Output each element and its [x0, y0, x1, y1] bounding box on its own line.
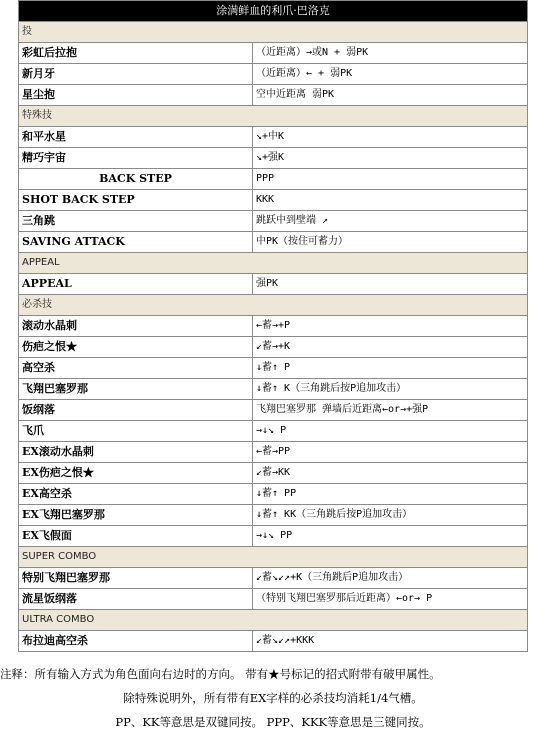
- move-input: PPP: [253, 169, 528, 190]
- character-title: 涂满鲜血的利爪·巴洛克: [19, 1, 528, 22]
- move-table: [18, 0, 528, 652]
- title-row: [19, 1, 528, 22]
- move-input: ↙蓄↘↙↗+KKK: [253, 631, 528, 652]
- section-header-row: [19, 106, 528, 127]
- notes: [0, 662, 546, 734]
- move-row: [19, 442, 528, 463]
- move-row: [19, 316, 528, 337]
- move-input: ↓蓄↑ KK（三角跳后按P追加攻击）: [253, 505, 528, 526]
- move-name: 特别飞翔巴塞罗那: [19, 568, 253, 589]
- move-row: [19, 43, 528, 64]
- move-name: EX高空杀: [19, 484, 253, 505]
- move-input: ↙蓄→KK: [253, 463, 528, 484]
- move-input: 飞翔巴塞罗那 弹墙后近距离←or→+强P: [253, 400, 528, 421]
- move-row: [19, 484, 528, 505]
- section-label: 特殊技: [19, 106, 528, 127]
- move-name: EX伤疤之恨★: [19, 463, 253, 484]
- move-row: [19, 85, 528, 106]
- move-input: 空中近距离 弱PK: [253, 85, 528, 106]
- note-line: 除特殊说明外，所有带有EX字样的必杀技均消耗1/4气槽。: [123, 691, 423, 705]
- move-input: 跳跃中到壁端 ↗: [253, 211, 528, 232]
- move-row: [19, 358, 528, 379]
- move-row: [19, 631, 528, 652]
- move-row: [19, 190, 528, 211]
- move-name: SHOT BACK STEP: [19, 190, 253, 211]
- move-name: 彩虹后拉抱: [19, 43, 253, 64]
- section-label: ULTRA COMBO: [19, 610, 528, 631]
- move-input: ↓蓄↑ K（三角跳后按P追加攻击）: [253, 379, 528, 400]
- section-header-row: [19, 22, 528, 43]
- move-name: 新月牙: [19, 64, 253, 85]
- move-input: ↙蓄↘↙↗+K（三角跳后P追加攻击）: [253, 568, 528, 589]
- move-name: BACK STEP: [19, 169, 253, 190]
- move-input: ↘+强K: [253, 148, 528, 169]
- move-table-body: [19, 1, 528, 652]
- move-row: [19, 400, 528, 421]
- move-input: ←蓄→PP: [253, 442, 528, 463]
- move-row: [19, 274, 528, 295]
- move-name: 滚动水晶刺: [19, 316, 253, 337]
- move-row: [19, 526, 528, 547]
- move-input: ↓蓄↑ PP: [253, 484, 528, 505]
- move-name: 流星饭纲落: [19, 589, 253, 610]
- move-row: [19, 379, 528, 400]
- move-row: [19, 64, 528, 85]
- move-row: [19, 463, 528, 484]
- section-label: APPEAL: [19, 253, 528, 274]
- move-name: 高空杀: [19, 358, 253, 379]
- move-input: （近距离）→或N + 弱PK: [253, 43, 528, 64]
- move-row: [19, 337, 528, 358]
- move-input: ↓蓄↑ P: [253, 358, 528, 379]
- move-name: EX飞假面: [19, 526, 253, 547]
- move-row: [19, 589, 528, 610]
- section-label: SUPER COMBO: [19, 547, 528, 568]
- move-name: 飞翔巴塞罗那: [19, 379, 253, 400]
- move-input: ↙蓄→+K: [253, 337, 528, 358]
- move-name: 饭纲落: [19, 400, 253, 421]
- move-input: ↘+中K: [253, 127, 528, 148]
- move-input: 中PK（按住可蓄力）: [253, 232, 528, 253]
- section-header-row: [19, 547, 528, 568]
- move-row: [19, 568, 528, 589]
- note-line: 注释：所有输入方式为角色面向右边时的方向。 带有★号标记的招式附带有破甲属性。: [0, 667, 441, 681]
- move-name: 精巧宇宙: [19, 148, 253, 169]
- move-list: [18, 0, 527, 652]
- move-row: [19, 211, 528, 232]
- move-name: 伤疤之恨★: [19, 337, 253, 358]
- move-name: APPEAL: [19, 274, 253, 295]
- move-row: [19, 505, 528, 526]
- move-input: （近距离）← + 弱PK: [253, 64, 528, 85]
- section-header-row: [19, 295, 528, 316]
- move-row: [19, 232, 528, 253]
- section-header-row: [19, 610, 528, 631]
- move-name: 布拉迪高空杀: [19, 631, 253, 652]
- move-input: （特别飞翔巴塞罗那后近距离）←or→ P: [253, 589, 528, 610]
- move-row: [19, 127, 528, 148]
- move-name: 飞爪: [19, 421, 253, 442]
- move-row: [19, 148, 528, 169]
- section-label: 投: [19, 22, 528, 43]
- move-name: EX滚动水晶刺: [19, 442, 253, 463]
- move-row: [19, 169, 528, 190]
- move-name: EX飞翔巴塞罗那: [19, 505, 253, 526]
- move-input: →↓↘ PP: [253, 526, 528, 547]
- note-line: PP、KK等意思是双键同按。 PPP、KKK等意思是三键同按。: [115, 715, 431, 729]
- move-input: KKK: [253, 190, 528, 211]
- move-input: →↓↘ P: [253, 421, 528, 442]
- move-name: 和平水星: [19, 127, 253, 148]
- move-name: 三角跳: [19, 211, 253, 232]
- section-label: 必杀技: [19, 295, 528, 316]
- move-name: SAVING ATTACK: [19, 232, 253, 253]
- move-input: 强PK: [253, 274, 528, 295]
- move-name: 星尘抱: [19, 85, 253, 106]
- move-row: [19, 421, 528, 442]
- move-input: ←蓄→+P: [253, 316, 528, 337]
- section-header-row: [19, 253, 528, 274]
